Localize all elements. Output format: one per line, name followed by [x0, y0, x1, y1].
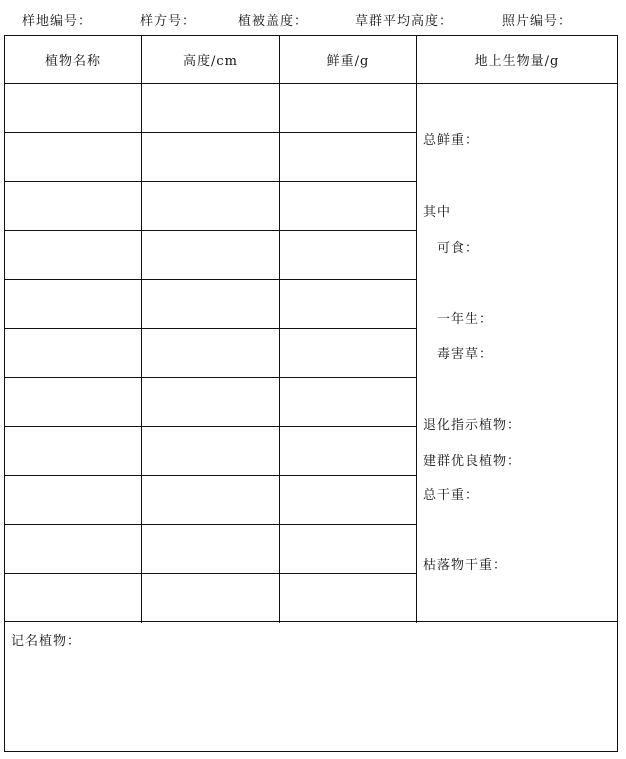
height-cell[interactable] — [142, 329, 280, 378]
among-label: 其中 — [423, 205, 452, 220]
photo-number-label: 照片编号： — [502, 14, 573, 29]
height-cell[interactable] — [142, 525, 280, 574]
plant-name-cell[interactable] — [5, 231, 142, 280]
plot-number-label: 样地编号： — [22, 14, 93, 29]
recorded-plants-label: 记名植物： — [11, 634, 82, 649]
average-height-label: 草群平均高度： — [355, 14, 454, 29]
height-cell[interactable] — [142, 378, 280, 427]
height-cell[interactable] — [142, 182, 280, 231]
annual-label: 一年生： — [437, 312, 494, 327]
column-header-biomass: 地上生物量/g — [417, 36, 617, 84]
form-header — [0, 10, 626, 32]
fresh-weight-cell[interactable] — [280, 231, 417, 280]
fresh-weight-cell[interactable] — [280, 133, 417, 182]
height-cell[interactable] — [142, 133, 280, 182]
quadrat-number-label: 样方号： — [140, 14, 197, 29]
recorded-plants-section — [5, 622, 617, 751]
plant-grid — [5, 36, 617, 622]
vegetation-coverage-label: 植被盖度： — [238, 14, 309, 29]
fresh-weight-cell[interactable] — [280, 182, 417, 231]
plant-name-cell[interactable] — [5, 182, 142, 231]
litter-dry-weight-label: 枯落物干重： — [423, 558, 508, 573]
plant-name-cell[interactable] — [5, 133, 142, 182]
fresh-weight-cell[interactable] — [280, 280, 417, 329]
degradation-indicator-label: 退化指示植物： — [423, 418, 522, 433]
plant-name-cell[interactable] — [5, 280, 142, 329]
plant-name-cell[interactable] — [5, 84, 142, 133]
plant-name-cell[interactable] — [5, 476, 142, 525]
height-cell[interactable] — [142, 280, 280, 329]
plant-name-cell[interactable] — [5, 525, 142, 574]
total-dry-weight-label: 总干重： — [423, 488, 480, 503]
column-header-plant-name: 植物名称 — [5, 36, 142, 84]
plant-name-cell[interactable] — [5, 329, 142, 378]
fresh-weight-cell[interactable] — [280, 378, 417, 427]
height-cell[interactable] — [142, 84, 280, 133]
biomass-panel — [417, 84, 617, 623]
column-header-fresh-weight: 鲜重/g — [280, 36, 417, 84]
height-cell[interactable] — [142, 231, 280, 280]
fresh-weight-cell[interactable] — [280, 427, 417, 476]
total-fresh-weight-label: 总鲜重： — [423, 133, 480, 148]
fresh-weight-cell[interactable] — [280, 84, 417, 133]
plant-name-cell[interactable] — [5, 378, 142, 427]
plant-name-cell[interactable] — [5, 574, 142, 623]
column-header-height: 高度/cm — [142, 36, 280, 84]
height-cell[interactable] — [142, 574, 280, 623]
height-cell[interactable] — [142, 427, 280, 476]
plant-name-cell[interactable] — [5, 427, 142, 476]
fresh-weight-cell[interactable] — [280, 525, 417, 574]
constructive-species-label: 建群优良植物： — [423, 454, 522, 469]
fresh-weight-cell[interactable] — [280, 476, 417, 525]
height-cell[interactable] — [142, 476, 280, 525]
fresh-weight-cell[interactable] — [280, 574, 417, 623]
survey-table — [4, 35, 618, 752]
fresh-weight-cell[interactable] — [280, 329, 417, 378]
poisonous-grass-label: 毒害草： — [437, 347, 494, 362]
edible-label: 可食： — [437, 241, 480, 256]
